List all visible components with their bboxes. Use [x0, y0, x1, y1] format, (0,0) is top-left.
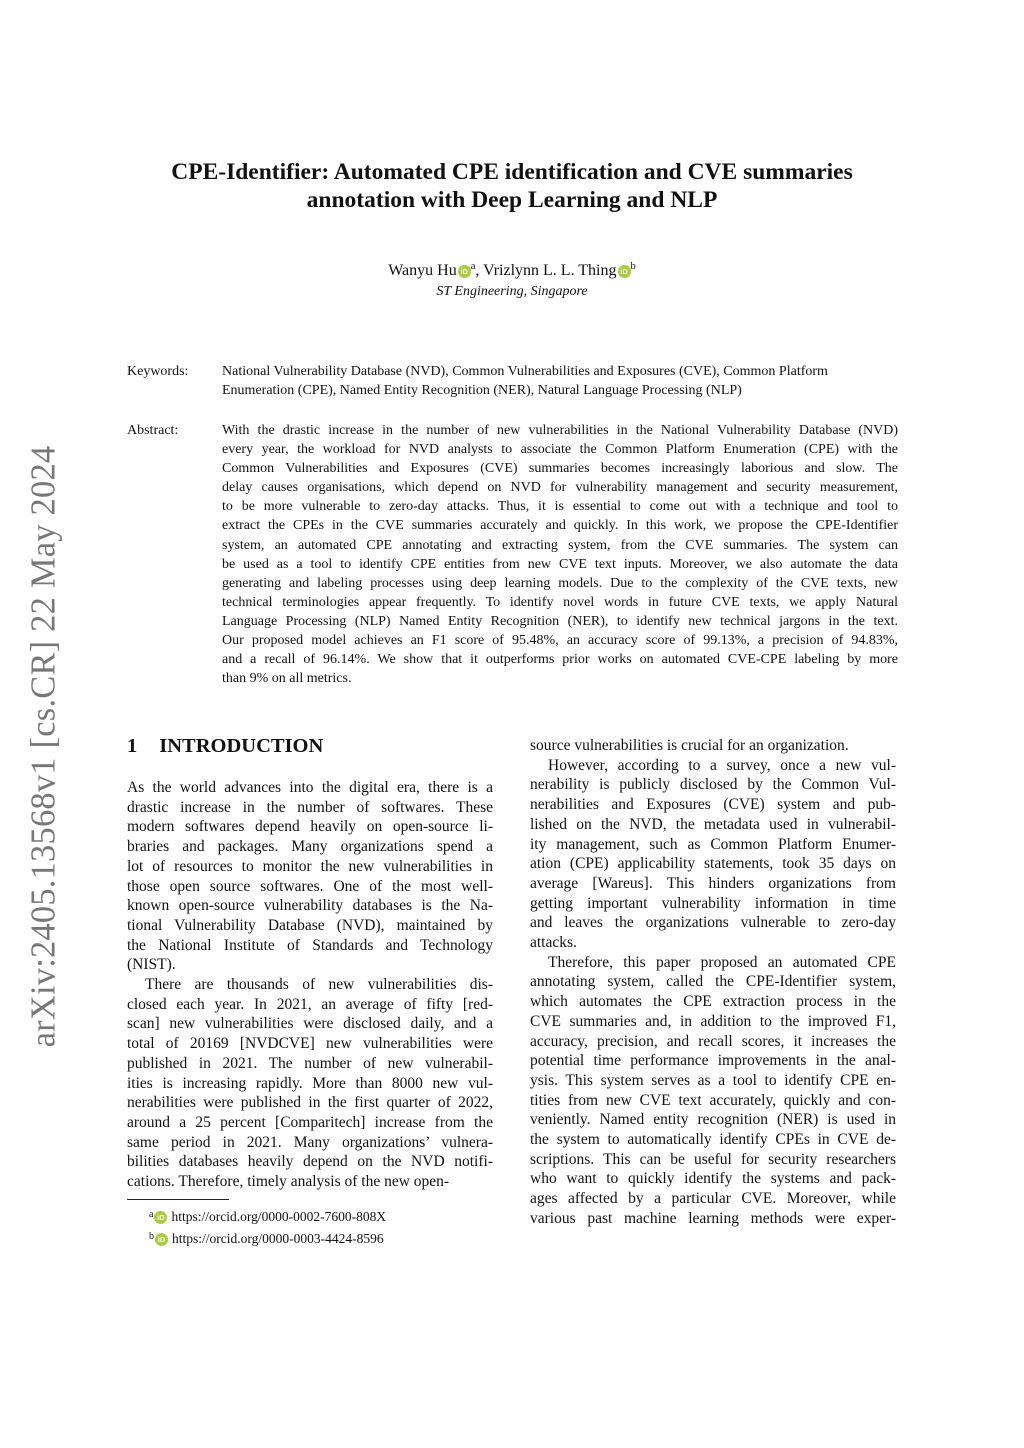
text-line: the system to automatically identify CPEs in CVE de-	[530, 1131, 896, 1149]
text-line: system, an automated CPE annotating and extracting system, from the CVE summaries. The system can	[222, 537, 898, 553]
text-line: technical terminologies appear frequently. To identify novel words in future CVE texts, we apply Natural	[222, 594, 898, 610]
author-list	[128, 257, 896, 281]
arxiv-side-stamp	[24, 436, 64, 1056]
section-heading	[127, 734, 507, 758]
keywords-label: Keywords:	[127, 364, 189, 379]
abstract-label: Abstract:	[127, 423, 179, 438]
footnote-item	[149, 1205, 386, 1227]
text-line: to be more vulnerable to zero-day attacks. Thus, it is essential to come out with a technique and tool to	[222, 499, 898, 515]
text-line: modern softwares depend heavily on open-source li-	[127, 818, 493, 836]
arxiv-identifier: arXiv:2405.13568v1 [cs.CR] 22 May 2024	[24, 445, 63, 1047]
footnote-item	[149, 1227, 386, 1249]
text-line: every year, the workload for NVD analysts to associate the Common Platform Enumeration (CPE) with the	[222, 442, 898, 458]
footnote-mark: a	[149, 1209, 154, 1220]
text-line: total of 20169 [NVDCVE] new vulnerabilities were	[127, 1035, 493, 1053]
affiliation: ST Engineering, Singapore	[436, 284, 588, 299]
section-number: 1	[127, 735, 138, 757]
text-line: average [Wareus]. This hinders organizations from	[530, 874, 896, 892]
orcid-icon[interactable]: iD	[618, 265, 631, 278]
paper-title	[128, 158, 896, 214]
text-line: braries and packages. Many organizations spend a	[127, 838, 493, 856]
text-line: known open-source vulnerability databases is the Na-	[127, 897, 493, 915]
text-line: same period in 2021. Many organizations’ vulnera-	[127, 1133, 493, 1151]
text-line: Language Processing (NLP) Named Entity Recognition (NER), to identify new technical jargons in the text.	[222, 613, 898, 629]
text-line: cations. Therefore, timely analysis of the new open-	[127, 1173, 450, 1191]
text-line: those open source softwares. One of the most well-	[127, 877, 493, 895]
title-line-2: annotation with Deep Learning and NLP	[306, 187, 718, 213]
author-separator: ,	[475, 262, 484, 279]
text-line: CVE summaries and, in addition to the improved F1,	[530, 1012, 896, 1030]
title-line-1: CPE-Identifier: Automated CPE identification and CVE summaries	[171, 159, 853, 185]
author-name: Vrizlynn L. L. Thing	[483, 262, 617, 279]
text-line: various past machine learning methods were exper-	[530, 1209, 896, 1227]
text-line: ity management, such as Common Platform Enumer-	[530, 835, 896, 853]
text-line: bilities databases heavily depend on the NVD notifi-	[127, 1153, 493, 1171]
text-line: nerabilities and Exposures (CVE) system and pub-	[530, 796, 896, 814]
orcid-icon[interactable]: iD	[458, 265, 471, 278]
text-line: and leaves the organizations vulnerable to zero-day	[530, 914, 896, 932]
text-line: around a 25 percent [Comparitech] increase from the	[127, 1113, 493, 1131]
text-line: generating and labeling processes using deep learning models. Due to the complexity of the CVE texts, new	[222, 575, 898, 591]
text-line: drastic increase in the number of softwares. These	[127, 798, 493, 816]
keywords-text: National Vulnerability Database (NVD), Common Vulnerabilities and Exposures (CVE), Common Platform Enumeration (CPE), Named Entity Recognition (NER), Natural Language Processing (NLP)	[222, 364, 828, 398]
text-line: veniently. Named entity recognition (NER) is used in	[530, 1111, 896, 1129]
text-line: attacks.	[530, 934, 577, 952]
text-line: nerabilities were published in the first quarter of 2022,	[127, 1094, 493, 1112]
text-line: Common Vulnerabilities and Exposures (CVE) summaries becomes increasingly laborious and slow. The	[222, 461, 898, 477]
footnote-mark: b	[149, 1231, 154, 1242]
text-line: lot of resources to monitor the new vulnerabilities in	[127, 857, 493, 875]
text-line: and a recall of 96.14%. We show that it outperforms prior works on automated CVE-CPE labeling by more	[222, 652, 898, 668]
text-line: be used as a tool to identify CPE entities from new CVE text inputs. Moreover, we also automate the data	[222, 556, 898, 572]
text-line: ysis. This system serves as a tool to identify CPE en-	[530, 1071, 896, 1089]
text-line: ages affected by a particular CVE. Moreover, while	[530, 1190, 896, 1208]
text-line: accuracy, precision, and recall scores, it increases the	[530, 1032, 896, 1050]
text-line: the National Institute of Standards and Technology	[127, 936, 493, 954]
text-line: ation (CPE) applicability statements, took 35 days on	[530, 855, 896, 873]
text-line: tional Vulnerability Database (NVD), maintained by	[127, 916, 493, 934]
text-line: potential time performance improvements in the anal-	[530, 1052, 896, 1070]
text-line: tities from new CVE text accurately, quickly and con-	[530, 1091, 896, 1109]
text-line: who want to quickly identify the systems and pack-	[530, 1170, 896, 1188]
text-line: delay causes organisations, which depend on NVD for vulnerability management and security measurement,	[222, 480, 898, 496]
text-line: extract the CPEs in the CVE summaries accurately and quickly. In this work, we propose the CPE-Identifier	[222, 518, 898, 534]
text-line: scriptions. This can be useful for security researchers	[530, 1150, 896, 1168]
body-column-left	[127, 778, 493, 1192]
text-line: (NIST).	[127, 956, 176, 974]
text-line: than 9% on all metrics.	[222, 671, 352, 687]
orcid-icon: iD	[155, 1233, 168, 1246]
text-line: ities is increasing rapidly. More than 8000 new vul-	[127, 1074, 493, 1092]
orcid-link[interactable]: https://orcid.org/0000-0002-7600-808X	[171, 1209, 387, 1224]
abstract-body	[222, 421, 898, 688]
footnotes	[149, 1205, 386, 1249]
body-column-right	[530, 736, 896, 1229]
section-title: INTRODUCTION	[159, 735, 324, 757]
text-line: Therefore, this paper proposed an automated CPE	[548, 953, 896, 971]
author-affiliation-mark: b	[630, 261, 636, 272]
orcid-link[interactable]: https://orcid.org/0000-0003-4424-8596	[172, 1231, 384, 1246]
text-line: There are thousands of new vulnerabilities dis-	[145, 976, 493, 994]
text-line: As the world advances into the digital era, there is a	[127, 779, 493, 796]
author-affiliation-mark: a	[470, 261, 476, 272]
footnote-divider	[127, 1199, 229, 1200]
text-line: scan] new vulnerabilities were disclosed daily, and a	[127, 1015, 493, 1033]
text-line: getting important vulnerability information in time	[530, 894, 896, 912]
text-line: nerability is publicly disclosed by the Common Vul-	[530, 776, 896, 794]
orcid-icon: iD	[154, 1211, 167, 1224]
text-line: lished on the NVD, the metadata used in vulnerabil-	[530, 815, 896, 833]
text-line: closed each year. In 2021, an average of fifty [red-	[127, 995, 493, 1013]
text-line: annotating system, called the CPE-Identifier system,	[530, 973, 896, 991]
text-line: Our proposed model achieves an F1 score of 95.48%, an accuracy score of 99.13%, a precision of 94.83%,	[222, 633, 898, 649]
text-line: which automates the CPE extraction process in the	[530, 993, 896, 1011]
text-line: published in 2021. The number of new vulnerabil-	[127, 1054, 493, 1072]
text-line: source vulnerabilities is crucial for an organization.	[530, 737, 849, 754]
author-name: Wanyu Hu	[388, 262, 457, 279]
text-line: With the drastic increase in the number of new vulnerabilities in the National Vulnerability Database (NVD)	[222, 423, 898, 438]
text-line: However, according to a survey, once a new vul-	[548, 756, 896, 774]
